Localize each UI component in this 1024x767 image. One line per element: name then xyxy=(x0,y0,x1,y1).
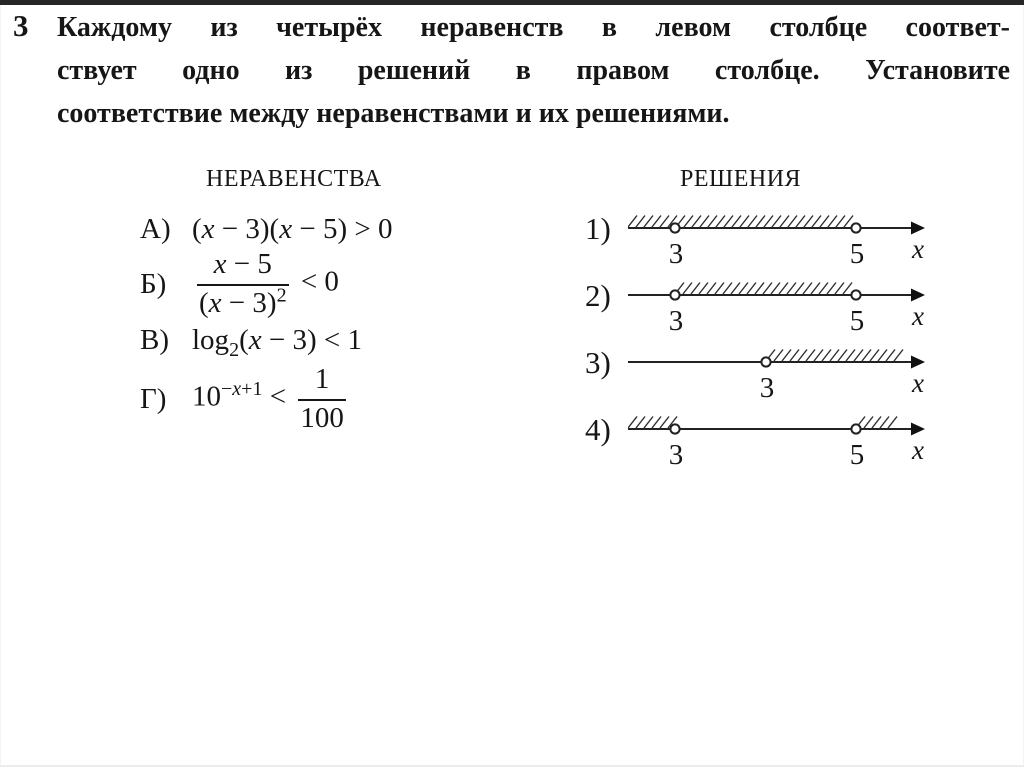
hatch-stroke xyxy=(748,216,757,228)
math-text: < xyxy=(262,380,294,413)
hatch-stroke xyxy=(771,283,780,295)
arrow-head-icon xyxy=(911,289,925,302)
hatch-stroke xyxy=(707,283,716,295)
hatch-stroke xyxy=(827,283,836,295)
hatch-stroke xyxy=(628,216,637,228)
math-text: 2 xyxy=(229,338,240,361)
point-label: 3 xyxy=(668,439,684,471)
hatch-stroke xyxy=(796,216,805,228)
inequalities-list xyxy=(140,208,500,434)
point-label: 3 xyxy=(668,238,684,270)
number-line-2 xyxy=(628,279,940,337)
math-fraction xyxy=(197,249,289,319)
inequality-formula-a xyxy=(192,213,392,246)
hatch-stroke xyxy=(636,216,645,228)
hatch-stroke xyxy=(780,216,789,228)
point-label: 3 xyxy=(759,372,775,404)
hatch-stroke xyxy=(764,216,773,228)
hatch-stroke xyxy=(806,350,815,362)
hatch-stroke xyxy=(888,417,897,429)
math-text: − 5) > 0 xyxy=(292,212,393,245)
hatch-stroke xyxy=(740,216,749,228)
math-text: − 3) < 1 xyxy=(261,323,362,356)
solution-item-3 xyxy=(585,346,985,413)
open-point xyxy=(670,223,679,232)
inequality-formula-b xyxy=(192,249,339,319)
inequality-label-a: А) xyxy=(140,212,171,245)
arrow-head-icon xyxy=(911,356,925,369)
hatch-stroke xyxy=(699,283,708,295)
fraction-denominator xyxy=(197,283,289,319)
solutions-list xyxy=(585,212,985,480)
hatch-stroke xyxy=(716,216,725,228)
hatch-stroke xyxy=(878,350,887,362)
axis-label: x xyxy=(912,435,924,465)
solution-item-4 xyxy=(585,413,985,480)
math-text: 10 xyxy=(192,380,221,413)
hatch-stroke xyxy=(636,417,645,429)
number-line-3 xyxy=(628,346,940,404)
math-text: − xyxy=(221,378,233,400)
hatch-stroke xyxy=(683,283,692,295)
number-line-svg xyxy=(628,413,940,471)
hatch-stroke xyxy=(700,216,709,228)
fraction-numerator xyxy=(197,249,289,285)
top-border-bar xyxy=(0,0,1024,5)
math-variable: x xyxy=(279,212,293,245)
math-text: 2 xyxy=(276,283,287,306)
hatch-stroke xyxy=(652,417,661,429)
hatch-stroke xyxy=(846,350,855,362)
hatch-stroke xyxy=(723,283,732,295)
hatch-stroke xyxy=(835,283,844,295)
math-fraction xyxy=(298,364,346,434)
hatch-stroke xyxy=(644,216,653,228)
problem-statement xyxy=(57,6,1010,135)
inequality-formula-g xyxy=(192,364,351,434)
hatch-stroke xyxy=(774,350,783,362)
statement-line-1: Каждому из четырёх неравенств в левом столбце соответ- xyxy=(57,12,1010,43)
open-point xyxy=(761,357,770,366)
hatch-stroke xyxy=(739,283,748,295)
statement-line-2: ствует одно из решений в правом столбце. Установите xyxy=(57,55,1010,86)
inequality-item-a xyxy=(140,208,500,250)
number-line-1 xyxy=(628,212,940,270)
math-text: − 3)( xyxy=(214,212,280,245)
hatch-stroke xyxy=(782,350,791,362)
hatch-stroke xyxy=(755,283,764,295)
hatch-stroke xyxy=(788,216,797,228)
solution-label-1: 1) xyxy=(585,211,611,246)
axis-label: x xyxy=(912,301,924,331)
solution-label-2: 2) xyxy=(585,278,611,313)
number-line-svg xyxy=(628,212,940,270)
hatch-stroke xyxy=(747,283,756,295)
hatch-stroke xyxy=(708,216,717,228)
hatch-stroke xyxy=(864,417,873,429)
hatch-stroke xyxy=(803,283,812,295)
math-variable: x xyxy=(201,212,215,245)
inequality-formula-v xyxy=(192,323,362,361)
math-variable: x xyxy=(208,286,222,319)
inequality-item-g xyxy=(140,364,500,434)
arrow-head-icon xyxy=(911,423,925,436)
hatch-stroke xyxy=(732,216,741,228)
math-text: ( xyxy=(192,212,202,245)
hatch-stroke xyxy=(692,216,701,228)
fraction-denominator xyxy=(298,401,346,434)
inequality-item-b xyxy=(140,248,500,319)
math-text: ( xyxy=(199,286,209,319)
open-point xyxy=(851,424,860,433)
math-variable: x xyxy=(232,378,242,400)
hatch-stroke xyxy=(819,283,828,295)
hatch-stroke xyxy=(691,283,700,295)
hatch-stroke xyxy=(652,216,661,228)
number-line-svg xyxy=(628,279,940,337)
math-text: +1 xyxy=(241,378,263,400)
solution-item-1 xyxy=(585,212,985,279)
math-text: − 5 xyxy=(226,248,272,281)
hatch-stroke xyxy=(811,283,820,295)
open-point xyxy=(670,290,679,299)
hatch-stroke xyxy=(886,350,895,362)
math-variable: x xyxy=(213,248,227,281)
hatch-stroke xyxy=(715,283,724,295)
hatch-stroke xyxy=(843,283,852,295)
open-point xyxy=(851,290,860,299)
math-superscript xyxy=(277,284,287,306)
hatch-stroke xyxy=(822,350,831,362)
hatch-stroke xyxy=(804,216,813,228)
inequality-label-b: Б) xyxy=(140,267,167,300)
solution-label-3: 3) xyxy=(585,345,611,380)
open-point xyxy=(851,223,860,232)
inequalities-header: НЕРАВЕНСТВА xyxy=(206,166,382,192)
inequality-label-g: Г) xyxy=(140,382,167,415)
number-line-4 xyxy=(628,413,940,471)
statement-line-3: соответствие между неравенствами и их решениями. xyxy=(57,98,730,129)
hatch-stroke xyxy=(787,283,796,295)
solution-label-4: 4) xyxy=(585,412,611,447)
hatch-stroke xyxy=(798,350,807,362)
hatch-stroke xyxy=(836,216,845,228)
axis-label: x xyxy=(912,368,924,398)
hatch-stroke xyxy=(756,216,765,228)
hatch-stroke xyxy=(779,283,788,295)
hatch-stroke xyxy=(644,417,653,429)
hatch-stroke xyxy=(763,283,772,295)
hatch-stroke xyxy=(870,350,879,362)
math-subscript xyxy=(229,338,239,360)
number-line-svg xyxy=(628,346,940,404)
hatch-stroke xyxy=(894,350,903,362)
point-label: 5 xyxy=(849,439,865,471)
math-superscript xyxy=(221,378,262,400)
inequality-label-v: В) xyxy=(140,323,169,356)
math-text: < 0 xyxy=(293,265,339,298)
open-point xyxy=(670,424,679,433)
solutions-column xyxy=(585,166,985,480)
math-text: 1 xyxy=(314,363,330,396)
point-label: 5 xyxy=(849,238,865,270)
axis-label: x xyxy=(912,234,924,264)
hatch-stroke xyxy=(660,417,669,429)
hatch-stroke xyxy=(724,216,733,228)
hatch-stroke xyxy=(820,216,829,228)
inequality-item-v xyxy=(140,318,500,362)
hatch-stroke xyxy=(731,283,740,295)
hatch-stroke xyxy=(628,417,637,429)
math-text: − 3) xyxy=(221,286,277,319)
hatch-stroke xyxy=(795,283,804,295)
hatch-stroke xyxy=(830,350,839,362)
hatch-stroke xyxy=(828,216,837,228)
point-label: 5 xyxy=(849,305,865,337)
hatch-stroke xyxy=(854,350,863,362)
hatch-stroke xyxy=(660,216,669,228)
inequalities-column xyxy=(140,166,500,434)
arrow-head-icon xyxy=(911,222,925,235)
math-text: ( xyxy=(239,323,249,356)
hatch-stroke xyxy=(838,350,847,362)
hatch-stroke xyxy=(684,216,693,228)
hatch-stroke xyxy=(872,417,881,429)
solution-item-2 xyxy=(585,279,985,346)
math-text: 100 xyxy=(300,401,344,434)
hatch-stroke xyxy=(814,350,823,362)
hatch-stroke xyxy=(812,216,821,228)
fraction-numerator xyxy=(298,364,346,400)
math-text: log xyxy=(192,323,230,356)
hatch-stroke xyxy=(790,350,799,362)
point-label: 3 xyxy=(668,305,684,337)
solutions-header: РЕШЕНИЯ xyxy=(680,166,802,192)
problem-number: 3 xyxy=(13,8,29,43)
hatch-stroke xyxy=(880,417,889,429)
math-variable: x xyxy=(248,323,262,356)
hatch-stroke xyxy=(862,350,871,362)
hatch-stroke xyxy=(772,216,781,228)
